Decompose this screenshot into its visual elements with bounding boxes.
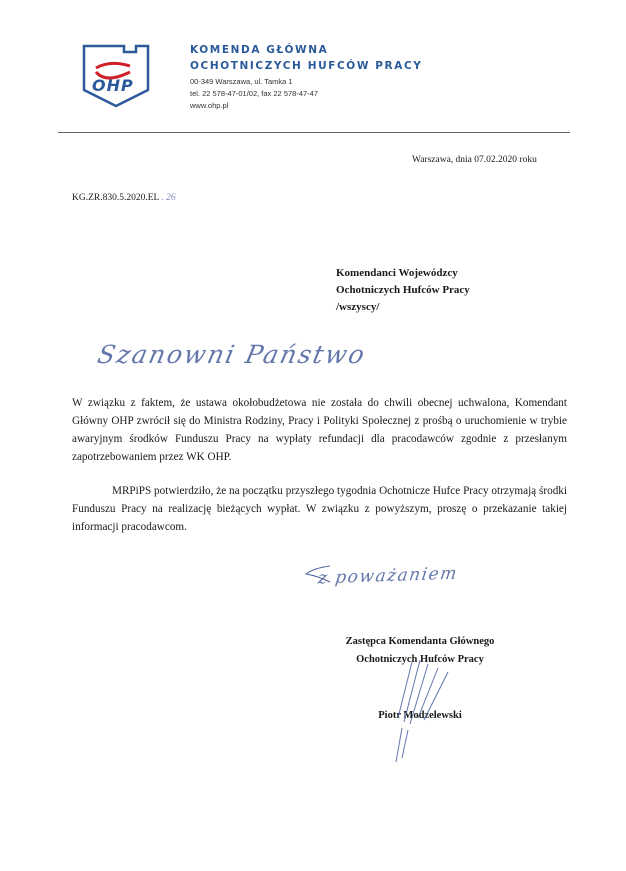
closing-flourish bbox=[300, 560, 340, 590]
place-date: Warszawa, dnia 07.02.2020 roku bbox=[412, 155, 537, 165]
org-website: www.ohp.pl bbox=[190, 101, 229, 110]
handwritten-signature bbox=[378, 658, 468, 768]
signatory-title-line2: Ochotniczych Hufców Pracy bbox=[356, 654, 484, 665]
ohp-logo bbox=[76, 42, 156, 110]
body-paragraph-1: W związku z faktem, że ustawa okołobudżetowa nie została do chwili obecnej uchwalona, Komendant Główny OHP zwrócił się do Ministra Rodziny, Pracy i Polityki Społecznej z prośbą o uruchomienie w trybie awaryjnym środków Funduszu Pracy na wypłaty refundacji dla pracodawców zgodnie z przesłanym zapotrzebowaniem przez WK OHP. bbox=[72, 397, 567, 463]
handwritten-greeting: Szanowni Państwo bbox=[94, 340, 369, 369]
signatory-title-line1: Zastępca Komendanta Głównego bbox=[345, 636, 495, 647]
header-divider bbox=[58, 132, 570, 133]
logo-text: OHP bbox=[92, 76, 134, 95]
recipient-line1: Komendanci Wojewódzcy bbox=[336, 267, 458, 279]
recipient-line2: Ochotniczych Hufców Pracy bbox=[336, 284, 470, 296]
reference-handwritten: . 26 bbox=[161, 193, 176, 203]
handwritten-closing: z poważaniem bbox=[316, 563, 460, 589]
org-name-line1: KOMENDA GŁÓWNA bbox=[190, 44, 329, 56]
body-paragraph-2: MRPiPS potwierdziło, że na początku przyszłego tygodnia Ochotnicze Hufce Pracy otrzymają środki Funduszu Pracy na realizację bieżących wypłat. W związku z powyższym, proszę o przekazanie takiej informacji pracodawcom. bbox=[72, 485, 567, 533]
recipient-line3: /wszyscy/ bbox=[336, 301, 380, 313]
org-address: 00-349 Warszawa, ul. Tamka 1 bbox=[190, 77, 293, 86]
org-name-line2: OCHOTNICZYCH HUFCÓW PRACY bbox=[190, 60, 423, 72]
signatory-name: Piotr Modzelewski bbox=[378, 710, 462, 721]
reference-number bbox=[72, 193, 176, 203]
reference-text: KG.ZR.830.5.2020.EL bbox=[72, 193, 159, 203]
org-phone: tel. 22 578-47-01/02, fax 22 578-47-47 bbox=[190, 89, 319, 98]
